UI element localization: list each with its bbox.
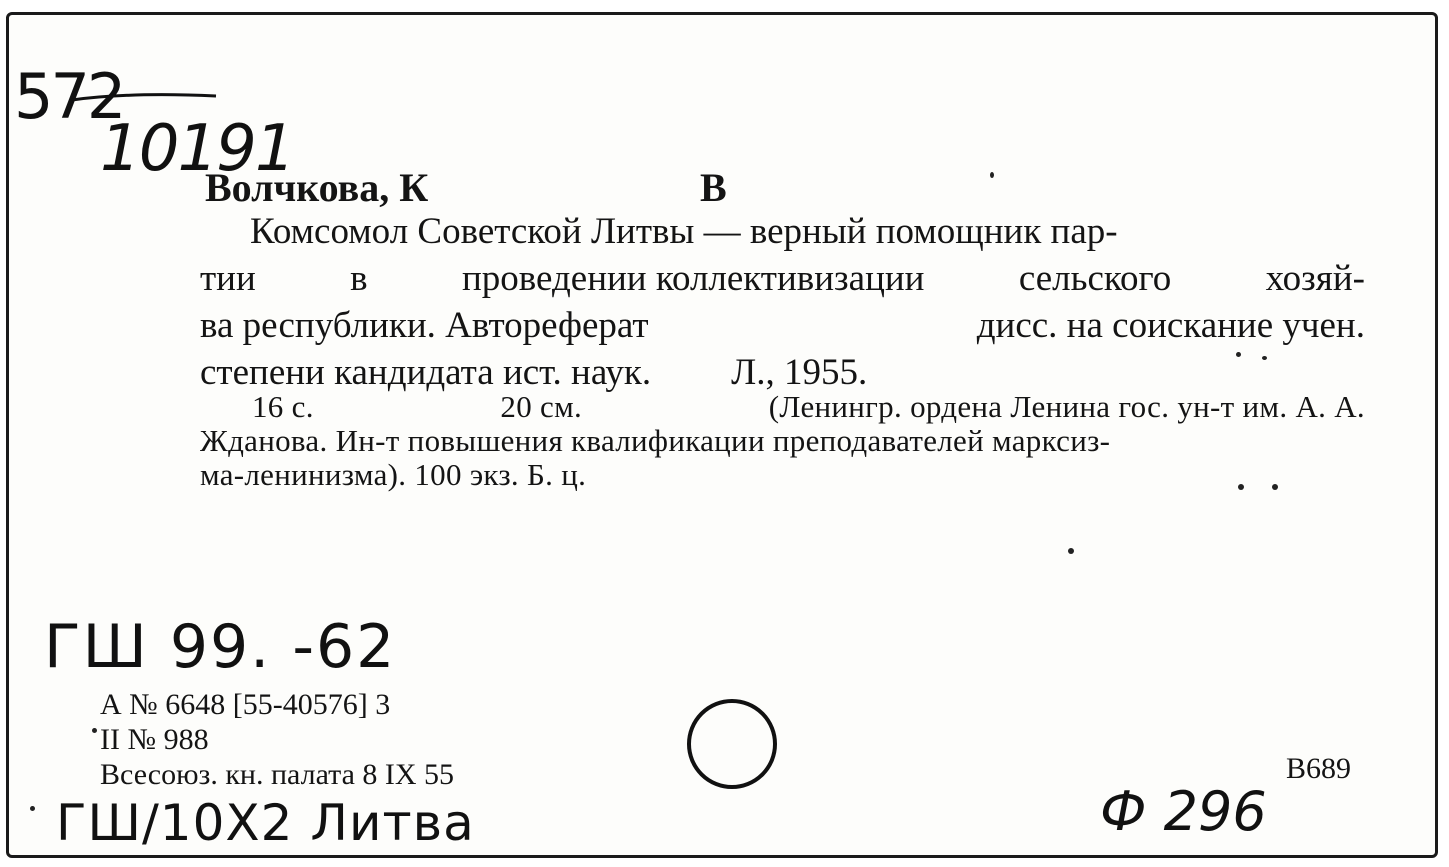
title-block — [200, 208, 1365, 396]
collation-line-2 — [200, 424, 1365, 458]
shelfmark-underline — [70, 88, 220, 108]
title-text: сельского — [1018, 258, 1172, 299]
stamp-code: В689 — [1286, 752, 1352, 785]
author-initial: В — [700, 165, 727, 210]
title-text: проведении коллективизации — [461, 258, 925, 299]
collation-text: (Ленингр. ордена Ленина гос. ун-т им. А. А. — [768, 389, 1365, 424]
collation-block — [200, 390, 1365, 492]
collation-line-3 — [200, 458, 1365, 492]
collation-text: ма-ленинизма). 100 экз. Б. ц. — [200, 457, 587, 492]
title-text: Л., 1955. — [731, 352, 868, 393]
title-line-1 — [200, 208, 1365, 255]
punch-hole-circle — [687, 699, 777, 789]
collation-line-1 — [200, 390, 1365, 424]
accession-line-2: II № 988 — [100, 723, 209, 756]
collation-text: 20 см. — [500, 389, 583, 424]
accession-line-1: А № 6648 [55-40576] 3 — [100, 688, 391, 721]
shelfmark-top-2: 10191 — [100, 112, 294, 186]
title-line-3 — [200, 302, 1365, 349]
title-line-2 — [200, 255, 1365, 302]
speck — [1236, 352, 1241, 357]
collation-text: Жданова. Ин-т повышения квалификации преподавателей марксиз- — [200, 423, 1111, 458]
handwritten-number: Ф 296 — [1100, 780, 1267, 843]
title-text: тии — [200, 258, 256, 299]
title-text: степени кандидата ист. наук. — [200, 352, 652, 393]
handwritten-code: ГШ 99. -62 — [44, 612, 397, 682]
speck — [30, 806, 35, 811]
speck — [1068, 548, 1074, 554]
shelfmark-top: 572 — [14, 60, 124, 133]
title-text: ва республики. Автореферат — [200, 305, 649, 346]
title-text: хозяй- — [1265, 258, 1365, 299]
accession-line-3: Всесоюз. кн. палата 8 IX 55 — [100, 758, 455, 791]
speck — [1262, 356, 1267, 360]
title-text: в — [350, 258, 368, 299]
title-text: Комсомол Советской Литвы — верный помощник пар- — [250, 211, 1118, 252]
author-name: Волчкова, К — [205, 165, 429, 210]
title-text: дисс. на соискание учен. — [976, 305, 1365, 346]
speck — [92, 728, 97, 733]
speck — [1272, 484, 1278, 490]
bottom-handwriting: ГШ/10Х2 Литва — [56, 794, 475, 852]
collation-text: 16 с. — [252, 389, 314, 424]
speck — [990, 172, 994, 178]
speck — [1238, 484, 1244, 490]
